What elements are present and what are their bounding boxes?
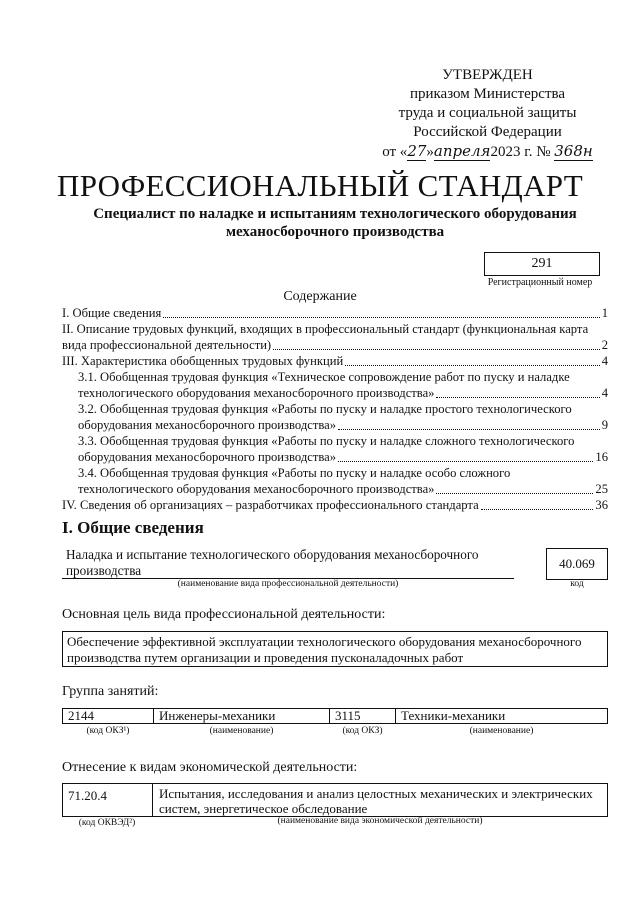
occ-code-cell: 2144 bbox=[63, 709, 154, 724]
document-title: ПРОФЕССИОНАЛЬНЫЙ СТАНДАРТ bbox=[57, 168, 583, 203]
econ-name: Испытания, исследования и анализ целостных механических и электрических систем, энергетическое обследование bbox=[152, 783, 608, 817]
code-caption: код bbox=[570, 579, 584, 589]
occ-code-cell: 3115 bbox=[330, 709, 396, 724]
approval-date: от «27»апреля2023 г. № 368н bbox=[382, 142, 593, 160]
toc-item[interactable]: 3.2. Обобщенная трудовая функция «Работы по пуску и наладке простого технологического bbox=[78, 402, 572, 416]
approval-month: апреля bbox=[433, 142, 491, 160]
toc-item[interactable]: IV. Сведения об организациях – разработчиках профессионального стандарта 36 bbox=[62, 498, 608, 512]
approval-number: 368н bbox=[554, 142, 593, 160]
toc-item-cont[interactable]: вида профессиональной деятельности) 2 bbox=[62, 338, 608, 352]
activity-name: Наладка и испытание технологического оборудования механосборочного производства bbox=[66, 547, 479, 578]
toc-item[interactable]: I. Общие сведения 1 bbox=[62, 306, 608, 320]
section-heading: I. Общие сведения bbox=[62, 518, 204, 537]
econ-label: Отнесение к видам экономической деятельности: bbox=[62, 760, 358, 775]
occ-caption: (наименование) bbox=[209, 726, 274, 736]
approval-line: Российской Федерации bbox=[413, 124, 562, 140]
occ-caption: (код ОКЗ¹) bbox=[86, 726, 130, 736]
toc-item[interactable]: 3.1. Обобщенная трудовая функция «Техническое сопровождение работ по пуску и наладке bbox=[78, 370, 570, 384]
approval-line: УТВЕРЖДЕН bbox=[442, 67, 533, 83]
table-of-contents bbox=[62, 305, 608, 513]
econ-code: 71.20.4 bbox=[62, 783, 152, 817]
toc-item[interactable]: II. Описание трудовых функций, входящих в профессиональный стандарт (функциональная карта bbox=[62, 322, 589, 336]
goal-text: Обеспечение эффективной эксплуатации технологического оборудования механосборочного производства путем организации и проведения пусконаладочных работ bbox=[62, 631, 608, 667]
toc-item-cont[interactable]: технологического оборудования механосборочного производства» 4 bbox=[78, 386, 608, 400]
econ-caption: (наименование вида экономической деятельности) bbox=[277, 816, 483, 826]
toc-item[interactable]: III. Характеристика обобщенных трудовых функций 4 bbox=[62, 354, 608, 368]
occ-caption: (наименование) bbox=[469, 726, 534, 736]
toc-item-cont[interactable]: оборудования механосборочного производства» 9 bbox=[78, 418, 608, 432]
econ-caption: (код ОКВЭД²) bbox=[78, 818, 136, 828]
approval-line: приказом Министерства bbox=[409, 86, 566, 102]
document-subtitle: Специалист по наладке и испытаниям технологического оборудования механосборочного производства bbox=[93, 206, 577, 240]
registration-number: 291 bbox=[484, 252, 600, 276]
toc-item[interactable]: 3.3. Обобщенная трудовая функция «Работы по пуску и наладке сложного технологического bbox=[78, 434, 575, 448]
table-row bbox=[63, 709, 608, 724]
activity-caption: (наименование вида профессиональной деятельности) bbox=[177, 579, 399, 589]
occ-caption: (код ОКЗ) bbox=[342, 726, 383, 736]
table-row bbox=[63, 724, 608, 739]
activity-code: 40.069 bbox=[546, 548, 608, 580]
occ-name-cell: Инженеры-механики bbox=[154, 709, 330, 724]
toc-item[interactable]: 3.4. Обобщенная трудовая функция «Работы по пуску и наладке особо сложного bbox=[78, 466, 511, 480]
approval-day: 27 bbox=[407, 142, 427, 160]
occ-name-cell: Техники-механики bbox=[396, 709, 608, 724]
goal-label: Основная цель вида профессиональной деятельности: bbox=[62, 607, 386, 622]
approval-line: труда и социальной защиты bbox=[398, 105, 577, 121]
toc-title: Содержание bbox=[283, 289, 357, 304]
registration-label: Регистрационный номер bbox=[487, 277, 593, 288]
occupation-table bbox=[62, 708, 608, 738]
approval-block bbox=[380, 66, 595, 162]
econ-table bbox=[62, 783, 608, 817]
toc-item-cont[interactable]: технологического оборудования механосборочного производства» 25 bbox=[78, 482, 608, 496]
toc-item-cont[interactable]: оборудования механосборочного производства» 16 bbox=[78, 450, 608, 464]
occupation-label: Группа занятий: bbox=[62, 684, 159, 699]
